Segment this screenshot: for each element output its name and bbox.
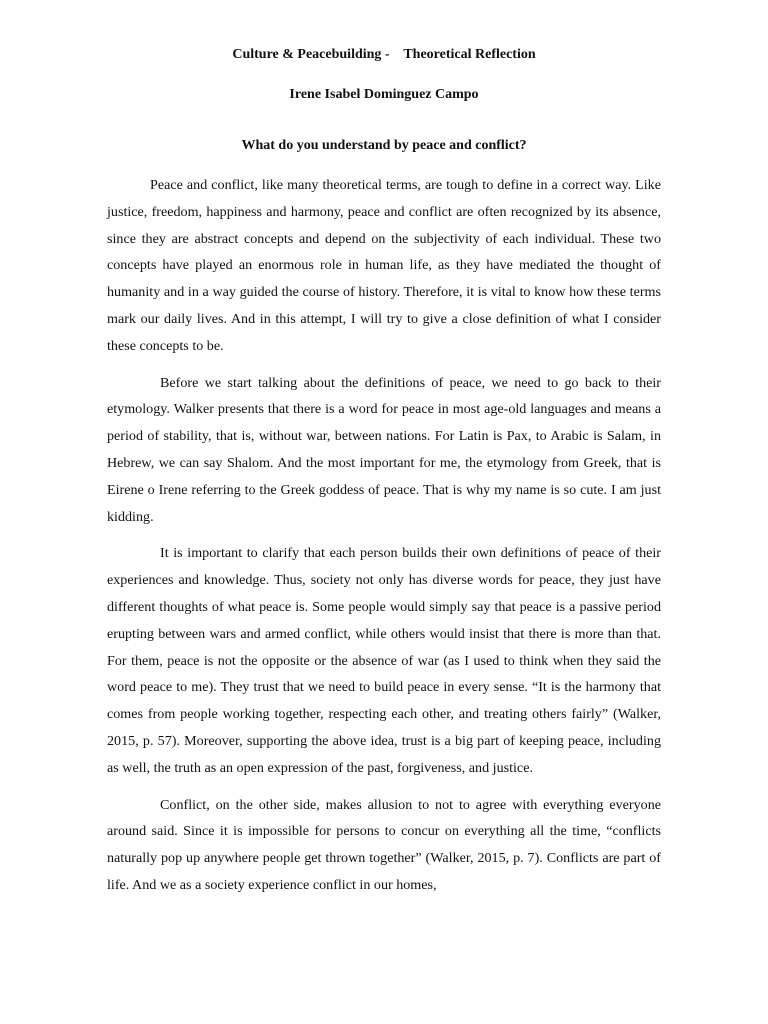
author-name: Irene Isabel Dominguez Campo <box>289 87 479 102</box>
paragraph: Before we start talking about the definitions of peace, we need to go back to their etymology. Walker presents that there is a word for peace in most age-old languages and means a period of stability, that is, without war, between nations. For Latin is Pax, to Arabic is Salam, in Hebrew, we can say Shalom. And the most important for me, the etymology from Greek, that is Eirene o Irene referring to the Greek goddess of peace. That is why my name is so cute. I am just kidding. <box>107 374 661 525</box>
section-question: What do you understand by peace and conflict? <box>241 138 527 153</box>
document-title: Culture & Peacebuilding - Theoretical Reflection <box>232 47 536 62</box>
paragraph: Conflict, on the other side, makes allusion to not to agree with everything everyone around said. Since it is impossible for persons to concur on everything all the time, “conflicts naturally pop up anywhere people get thrown together” (Walker, 2015, p. 7). Conflicts are part of life. And we as a society experience conflict in our homes, <box>107 796 661 893</box>
document-body <box>107 172 661 909</box>
paragraph: Peace and conflict, like many theoretical terms, are tough to define in a correct way. Like justice, freedom, happiness and harmony, peace and conflict are often recognized by its absence, since they are abstract concepts and depend on the subjectivity of each individual. These two concepts have played an enormous role in human life, as they have mediated the thought of humanity and in a way guided the course of history. Therefore, it is vital to know how these terms mark our daily lives. And in this attempt, I will try to give a close definition of what I consider these concepts to be. <box>107 177 661 354</box>
paragraph: It is important to clarify that each person builds their own definitions of peace of their experiences and knowledge. Thus, society not only has diverse words for peace, they just have different thoughts of what peace is. Some people would simply say that peace is a passive period erupting between wars and armed conflict, while others would insist that there is more than that. For them, peace is not the opposite or the absence of war (as I used to think when they said the word peace to me). They trust that we need to build peace in every sense. “It is the harmony that comes from people working together, respecting each other, and treating others fairly” (Walker, 2015, p. 57). Moreover, supporting the above idea, trust is a big part of keeping peace, including as well, the truth as an open expression of the past, forgiveness, and justice. <box>107 545 661 776</box>
